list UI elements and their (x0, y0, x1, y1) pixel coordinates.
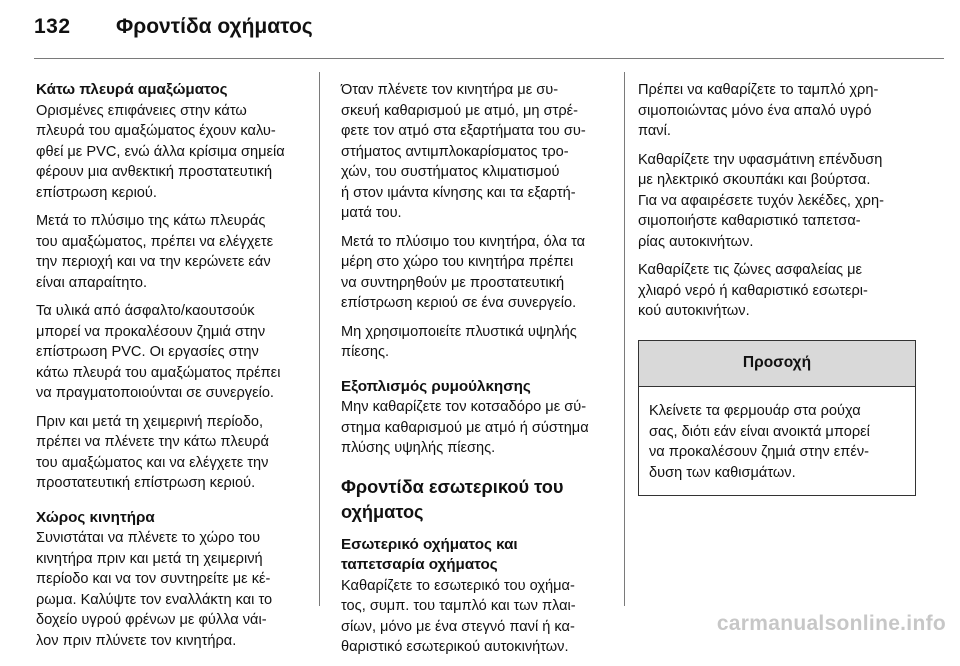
paragraph (36, 211, 302, 293)
text-line: σιμοποιήστε καθαριστικό ταπετσα- (638, 213, 861, 229)
text-line: ρίας αυτοκινήτων. (638, 233, 754, 250)
text-line: του αμαξώματος, πρέπει να ελέγχετε (36, 233, 274, 250)
text-line: ματά του. (341, 205, 402, 221)
paragraph (638, 80, 913, 142)
text-line: του αμαξώματος και να ελέγχετε την (36, 454, 269, 471)
text-line: να προκαλέσουν ζημιά στην επέν- (649, 444, 869, 460)
text-line: Μη χρησιμοποιείτε πλυστικά υψηλής (341, 323, 577, 340)
text-line: θαριστικό εσωτερικού αυτοκινήτων. (341, 639, 569, 655)
caution-title: Προσοχή (639, 341, 915, 388)
column-1 (36, 80, 302, 659)
text-line: ταπετσαρία οχήματος (341, 556, 498, 573)
text-line: Μην καθαρίζετε τον κοτσαδόρο με σύ- (341, 399, 587, 415)
text-line: Καθαρίζετε το εσωτερικό του οχήμα- (341, 577, 575, 594)
text-line: φετε τον ατμό στα εξαρτήματα του συ- (341, 123, 586, 139)
text-line: επίστρωση PVC. Οι εργασίες στην (36, 344, 259, 360)
text-line: στημα καθαρισμού με ατμό ή σύστημα (341, 419, 589, 436)
section-interior-upholstery (341, 535, 613, 658)
text-line: Φροντίδα εσωτερικού του (341, 476, 564, 497)
section-heading (341, 535, 613, 576)
text-line: Συνιστάται να πλένετε το χώρο του (36, 530, 261, 546)
caution-body (639, 387, 915, 495)
text-line: πίεσης. (341, 344, 390, 360)
running-title: Φροντίδα οχήματος (116, 15, 313, 38)
paragraph (341, 232, 613, 314)
column-divider (319, 72, 320, 606)
paragraph (341, 322, 613, 363)
paragraph (36, 412, 302, 494)
text-line: τος, συμπ. του ταμπλό και των πλαι- (341, 598, 576, 614)
text-line: ρωμα. Καλύψτε τον εναλλάκτη και το (36, 591, 273, 608)
text-line: επίστρωση κεριού σε ένα συνεργείο. (341, 295, 577, 311)
text-line: την περιοχή και να την κερώνετε εάν (36, 254, 271, 270)
text-line: μπορεί να προκαλέσουν ζημιά στην (36, 323, 266, 340)
paragraph (638, 260, 913, 322)
text-line: Καθαρίζετε τις ζώνες ασφαλείας με (638, 262, 863, 278)
column-2 (341, 80, 613, 666)
section-heading: Χώρος κινητήρα (36, 508, 155, 526)
paragraph (36, 101, 302, 204)
text-line: δυση των καθισμάτων. (649, 464, 796, 481)
text-line: Τα υλικά από άσφαλτο/καουτσούκ (36, 303, 255, 319)
text-line: σας, διότι εάν είναι ανοικτά μπορεί (649, 423, 870, 440)
paragraph (341, 80, 613, 224)
text-line: κινητήρα πριν και μετά τη χειμερινή (36, 550, 263, 567)
text-line: χών, του συστήματος κλιματισμού (341, 164, 560, 180)
text-line: επίστρωση κεριού. (36, 184, 157, 201)
text-line: κάτω πλευρά του αμαξώματος πρέπει (36, 364, 281, 381)
section-underbody (36, 80, 302, 203)
text-line: φθεί με PVC, ενώ άλλα κρίσιμα σημεία (36, 143, 285, 160)
text-line: στήματος αντιμπλοκαρίσματος τρο- (341, 143, 569, 160)
paragraph (638, 150, 913, 253)
text-line: περίοδο και να τον συντηρείτε με κέ- (36, 571, 271, 587)
text-line: Κλείνετε τα φερμουάρ στα ρούχα (649, 403, 861, 419)
text-line: πλευρά του αμαξώματος έχουν καλυ- (36, 123, 276, 139)
text-line: είναι απαραίτητο. (36, 274, 148, 291)
text-line: με ηλεκτρικό σκουπάκι και βούρτσα. (638, 172, 871, 188)
text-line: οχήματος (341, 501, 424, 522)
column-divider (624, 72, 625, 606)
page-number: 132 (34, 15, 71, 38)
header-rule (34, 58, 944, 59)
text-line: μέρη στο χώρο του κινητήρα πρέπει (341, 254, 574, 270)
text-line: λον πριν πλύνετε τον κινητήρα. (36, 632, 237, 649)
text-line: σίων, μόνο με ένα στεγνό πανί ή κα- (341, 618, 575, 635)
text-line: πανί. (638, 123, 671, 139)
main-heading-interior-care (341, 475, 613, 525)
text-line: πλύσης υψηλής πίεσης. (341, 440, 496, 456)
text-line: χλιαρό νερό ή καθαριστικό εσωτερι- (638, 282, 868, 299)
watermark: carmanualsonline.info (716, 612, 946, 635)
section-heading: Κάτω πλευρά αμαξώματος (36, 81, 228, 98)
text-line: κού αυτοκινήτων. (638, 303, 750, 319)
text-line: Πρέπει να καθαρίζετε το ταμπλό χρη- (638, 82, 879, 98)
text-line: Όταν πλένετε τον κινητήρα με συ- (341, 82, 559, 98)
section-heading: Εξοπλισμός ρυμούλκησης (341, 377, 531, 395)
paragraph (341, 397, 613, 459)
text-line: Μετά το πλύσιμο της κάτω πλευράς (36, 213, 266, 229)
column-3 (638, 80, 913, 496)
text-line: σκευή καθαρισμού με ατμό, μη στρέ- (341, 102, 579, 119)
text-line: να πραγματοποιούνται σε συνεργείο. (36, 385, 274, 401)
text-line: σιμοποιώντας μόνο ένα απαλό υγρό (638, 102, 872, 119)
text-line: δοχείο υγρού φρένων με φύλλα νάι- (36, 612, 267, 628)
text-line: Για να αφαιρέσετε τυχόν λεκέδες, χρη- (638, 192, 884, 209)
caution-box (638, 340, 916, 497)
text-line: να συντηρηθούν με προστατευτική (341, 274, 565, 291)
text-line: Μετά το πλύσιμο του κινητήρα, όλα τα (341, 233, 586, 250)
text-line: Ορισμένες επιφάνειες στην κάτω (36, 102, 247, 119)
text-line: φέρουν μια ανθεκτική προστατευτική (36, 164, 273, 180)
text-line: προστατευτική επίστρωση κεριού. (36, 475, 256, 491)
section-engine-compartment (36, 508, 302, 652)
text-line: Καθαρίζετε την υφασμάτινη επένδυση (638, 151, 883, 168)
text-line: Εσωτερικό οχήματος και (341, 535, 518, 553)
paragraph (341, 576, 613, 658)
paragraph (36, 528, 302, 651)
text-line: πρέπει να πλένετε την κάτω πλευρά (36, 434, 269, 450)
paragraph (36, 301, 302, 404)
section-towing-equipment (341, 377, 613, 459)
text-line: Πριν και μετά τη χειμερινή περίοδο, (36, 413, 264, 430)
text-line: ή στον ιμάντα κίνησης και τα εξαρτή- (341, 184, 576, 201)
